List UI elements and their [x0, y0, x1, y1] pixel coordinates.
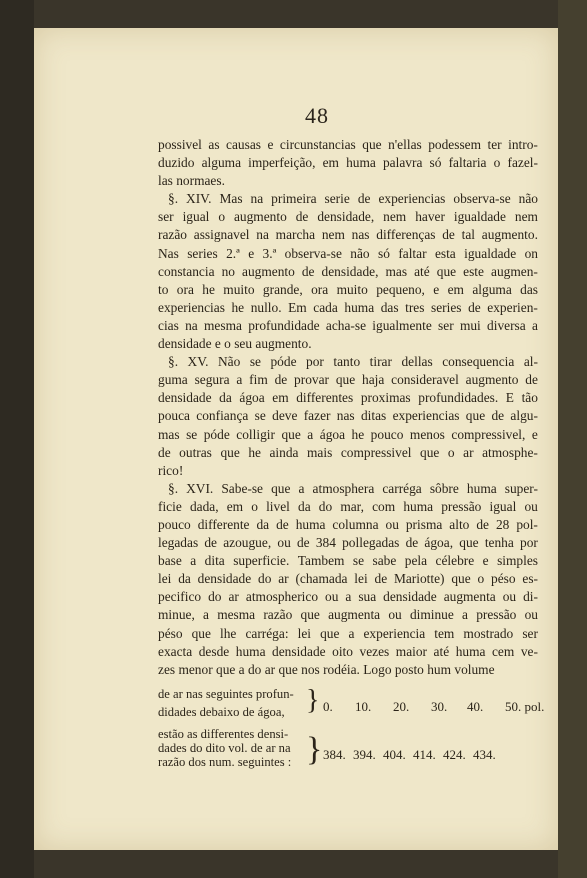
density-value: 424. — [443, 747, 466, 762]
text-line: base a dita superficie. Tambem se sabe pela célebre e simples — [158, 553, 538, 569]
text-line: possivel as causas e circunstancias que n'ellas podessem ter intro- — [158, 137, 538, 152]
depth-value: 50. pol. — [505, 699, 545, 714]
table-row-densities — [158, 727, 538, 777]
text-line: cias na mesma profundidade acha-se igualmente ser mui diversa a — [158, 317, 538, 333]
text-line: rico! — [158, 462, 184, 478]
text-line: las normaes. — [158, 173, 225, 189]
text-line: densidade da ágoa em differentes proximas profundidades. E tão — [158, 390, 538, 406]
density-value: 384. — [323, 747, 346, 762]
brace-depths: } — [306, 685, 320, 716]
densities-label — [158, 727, 291, 769]
depths-label — [158, 687, 294, 719]
text-line: densidade e o seu augmento. — [158, 336, 312, 352]
density-value: 434. — [473, 747, 496, 762]
text-line: §. XIV. Mas na primeira serie de experiencias observa-se não — [168, 191, 538, 207]
text-line: §. XVI. Sabe-se que a atmosphera carréga sôbre huma super- — [168, 480, 538, 496]
text-line: duzido alguma imperfeição, em huma palavra só faltaria o fazel- — [158, 155, 538, 171]
text-line: §. XV. Não se póde por tanto tirar dellas consequencia al- — [168, 354, 538, 370]
text-line: pouco differente da de huma columna ou prisma alto de 28 pol- — [158, 516, 538, 532]
text-line: razão assignavel na marcha nem nas differenças de tal augmento. — [158, 227, 538, 243]
page-text — [158, 136, 538, 679]
depth-value: 20. — [393, 699, 410, 714]
text-line: guma segura a fim de provar que haja consideravel augmento de — [158, 372, 538, 388]
scan-right-edge — [558, 0, 587, 878]
text-line: constancia no augmento de densidade, mas até que este augmen- — [158, 263, 538, 279]
text-line: legadas de azougue, ou de 384 pollegadas de ágoa, que tenha por — [158, 535, 538, 551]
text-line: ser igual o augmento de densidade, nem haver igualdade nem — [158, 209, 538, 225]
text-line: de outras que he ainda mais compressivel que o ar atmosphe- — [158, 444, 538, 460]
density-value: 414. — [413, 747, 436, 762]
text-line: exacta desde huma densidade oito vezes maior até huma cem ve- — [158, 643, 538, 659]
text-line: minue, a mesma razão que augmenta ou diminue a pressão ou — [158, 607, 538, 623]
depths-label-line-1: de ar nas seguintes profun- — [158, 687, 294, 701]
text-line: experiencias he nullo. Em cada huma das tres series de experien- — [158, 299, 538, 315]
table-row-depths — [158, 685, 545, 721]
text-line: pouca confiança se deve fazer nas ditas experiencias que de algu- — [158, 408, 538, 424]
text-line: pecifico do ar atmospherico ou a sua densidade augmenta ou di- — [158, 589, 538, 605]
density-values — [323, 747, 507, 763]
density-value: 404. — [383, 747, 406, 762]
scan-left-edge — [0, 0, 34, 878]
depth-values — [323, 699, 545, 715]
brace-densities: } — [306, 731, 323, 768]
depth-value: 0. — [323, 699, 333, 714]
text-line: Nas series 2.ª e 3.ª observa-se não só faltar esta igualdade on — [158, 245, 538, 261]
depths-label-line-2: didades debaixo de ágoa, — [158, 705, 285, 719]
text-line: lei da densidade do ar (chamada lei de Mariotte) que o péso es- — [158, 571, 538, 587]
text-line: to ora he muito grande, ora muito pequeno, e em alguma das — [158, 281, 538, 297]
depth-value: 10. — [355, 699, 372, 714]
densities-label-line-1: estão as differentes densi- — [158, 727, 289, 741]
densities-label-line-2: dades do dito vol. de ar na — [158, 741, 291, 755]
text-line: ficie dada, em o livel da do mar, com huma pressão igual ou — [158, 498, 538, 514]
text-line: zes menor que a do ar que nos rodéia. Logo posto hum volume — [158, 661, 495, 677]
page-number: 48 — [305, 103, 329, 128]
densities-label-line-3: razão dos num. seguintes : — [158, 755, 292, 769]
text-line: mas se póde colligir que a ágoa he pouco menos compressivel, e — [158, 426, 538, 442]
density-value: 394. — [353, 747, 376, 762]
text-line: péso que lhe carréga: lei que a experiencia tem mostrado ser — [158, 625, 538, 641]
depth-value: 30. — [431, 699, 448, 714]
depth-value: 40. — [467, 699, 484, 714]
